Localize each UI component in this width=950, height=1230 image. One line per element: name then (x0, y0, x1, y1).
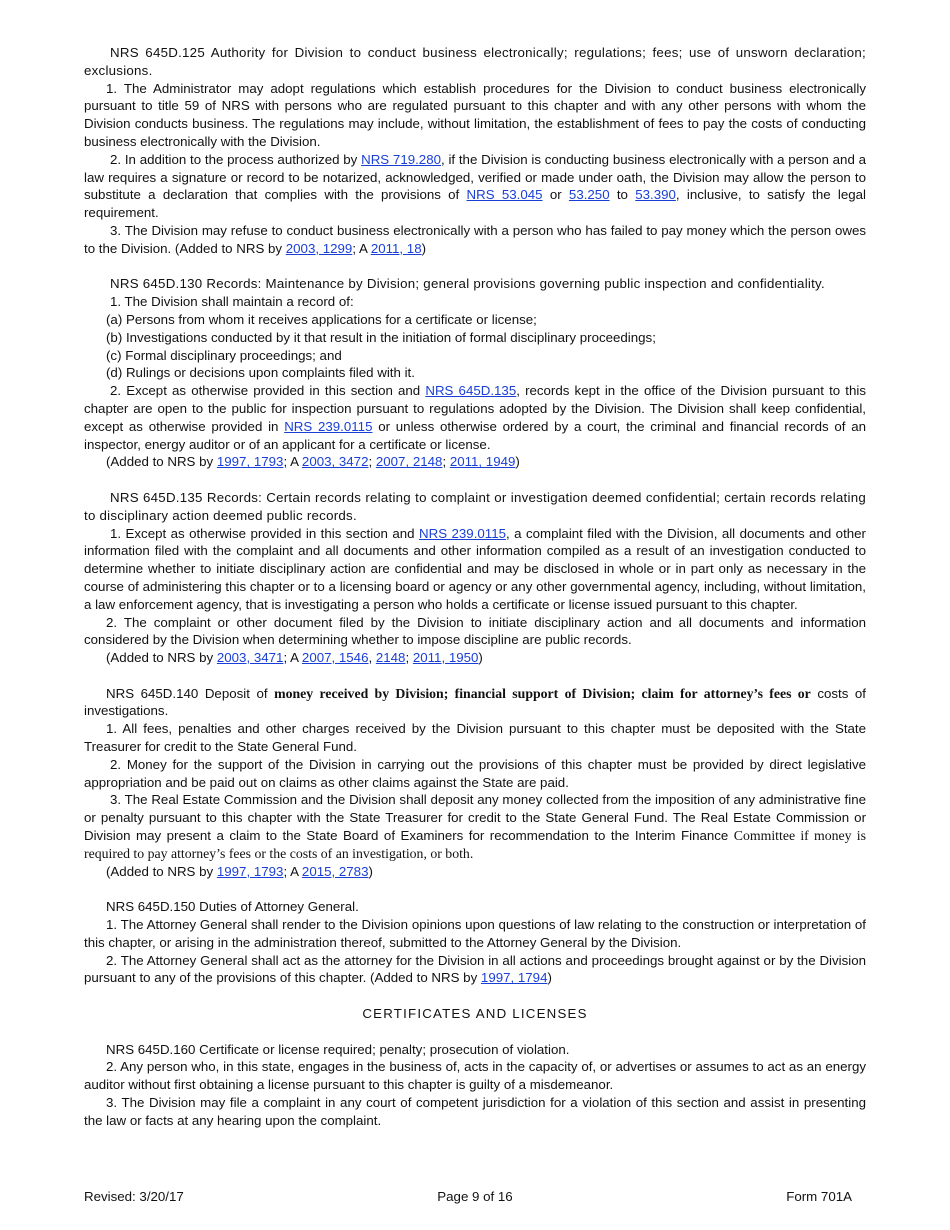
link-53-390[interactable]: 53.390 (635, 187, 676, 203)
link-nrs-239-0115[interactable]: NRS 239.0115 (284, 418, 373, 434)
link-nrs-53-045[interactable]: NRS 53.045 (466, 187, 543, 203)
spacer (84, 258, 866, 276)
link-1997-1793[interactable]: 1997, 1793 (216, 454, 284, 470)
text-run: 2. Except as otherwise provided in this section and (110, 383, 426, 399)
section-title: CERTIFICATES AND LICENSES (362, 1006, 588, 1022)
section-heading-645d135: NRS 645D.135 Records: Certain records relating to complaint or investigation deemed confidential; certain records relating to disciplinary action deemed public records. (84, 489, 866, 523)
list-item: (d) Rulings or decisions upon complaints filed with it. (106, 365, 415, 381)
text-run: ; (368, 454, 376, 470)
spacer (84, 880, 866, 898)
text-run: NRS 645D.140 Deposit of (106, 685, 275, 701)
text-run: (Added to NRS by (106, 454, 217, 470)
text-run: or (542, 187, 569, 203)
list-item: (a) Persons from whom it receives applications for a certificate or license; (106, 311, 537, 327)
text-run: 2. The Attorney General shall act as the attorney for the Division in all actions and proceedings brought against or by the Division pursuant to any of the provisions of this chapter. (Added to NRS by (84, 952, 866, 986)
section-645d125-para-3 (84, 222, 866, 258)
section-645d150-para-2 (84, 952, 866, 988)
link-1997-1793[interactable]: 1997, 1793 (216, 863, 284, 879)
section-645d125-para-2 (84, 151, 866, 222)
text-run: ; (405, 650, 413, 666)
link-2003-3471[interactable]: 2003, 3471 (216, 650, 284, 666)
section-645d125-para-1: 1. The Administrator may adopt regulations which establish procedures for the Division to conduct business electronically pursuant to title 59 of NRS with persons who are regulated pursuant to this chapter and with any other persons with whom the Division conducts business. The regulations may include, without limitation, the establishment of fees to pay the costs of conducting business electronically with the Division. (84, 80, 866, 149)
text-run: costs of investigations. (84, 685, 867, 719)
form-number: Form 701A (786, 1189, 852, 1204)
text-run: ) (421, 240, 427, 256)
document-page (84, 44, 866, 1130)
text-run: 3. The Real Estate Commission and the Division shall deposit any money collected from the imposition of any administrative fine or penalty pursuant to this chapter with the State Treasurer for credit to the State General Fund. The Real Estate Commission or Division may present a claim to the State Board of Examiners for recommendation to the Interim Finance (84, 792, 866, 844)
link-2003-1299[interactable]: 2003, 1299 (285, 240, 353, 256)
link-2011-1949[interactable]: 2011, 1949 (449, 454, 516, 470)
list-item: (c) Formal disciplinary proceedings; and (106, 347, 342, 363)
section-heading-645d160: NRS 645D.160 Certificate or license required; penalty; prosecution of violation. (106, 1041, 570, 1057)
spacer (84, 987, 866, 1005)
section-heading-645d125: NRS 645D.125 Authority for Division to conduct business electronically; regulations; fees; use of unsworn declaration; exclusions. (84, 45, 866, 78)
section-645d140-para-2: 2. Money for the support of the Division in carrying out the provisions of this chapter must be provided by direct legislative appropriation and be paid out on claims as other claims against the State are paid. (84, 756, 866, 790)
text-run: , records kept in the office of the Division pursuant to this chapter are open to the public for inspection pursuant to regulations adopted by the Division. The Division shall keep confidential, except as otherwise provided in (84, 383, 866, 434)
link-2003-3472[interactable]: 2003, 3472 (301, 454, 369, 470)
text-run: , inclusive, to satisfy the legal requirement. (84, 187, 866, 221)
text-run: ) (515, 454, 520, 470)
text-run: , (368, 650, 376, 666)
link-nrs-239-0115[interactable]: NRS 239.0115 (419, 525, 506, 541)
list-item: (b) Investigations conducted by it that result in the initiation of formal disciplinary proceedings; (106, 329, 656, 345)
text-run: 2. In addition to the process authorized by (110, 151, 362, 167)
section-645d135-para-1 (84, 525, 866, 614)
link-2011-18[interactable]: 2011, 18 (370, 240, 422, 256)
revised-date: Revised: 3/20/17 (84, 1189, 184, 1204)
text-run: ; A (352, 240, 371, 256)
text-run: to (609, 187, 636, 203)
section-645d130-para-2 (84, 382, 866, 453)
spacer (84, 667, 866, 685)
text-run: ; A (283, 650, 302, 666)
section-645d135-history (84, 649, 866, 667)
text-run: (Added to NRS by (106, 650, 217, 666)
section-645d160-para-2: 2. Any person who, in this state, engages in the business of, acts in the capacity of, or advertises or assumes to act as an energy auditor without first obtaining a license pursuant to this chapter is guilty of a misdemeanor. (84, 1059, 866, 1093)
link-nrs-645d-135[interactable]: NRS 645D.135 (425, 383, 517, 399)
text-run: 3. The Division may refuse to conduct business electronically with a person who has failed to pay money which the person owes to the Division. (Added to NRS by (84, 222, 866, 256)
text-run: (Added to NRS by (106, 863, 217, 879)
text-run: ) (478, 650, 483, 666)
section-645d150-para-1: 1. The Attorney General shall render to the Division opinions upon questions of law relating to the construction or interpretation of this chapter, or arising in the administration thereof, submitted to the Attorney General by the Division. (84, 917, 866, 950)
link-2148[interactable]: 2148 (375, 650, 406, 666)
link-2007-2148[interactable]: 2007, 2148 (375, 454, 443, 470)
section-645d140-history (84, 863, 866, 881)
link-53-250[interactable]: 53.250 (568, 187, 610, 203)
link-nrs-719-280[interactable]: NRS 719.280 (361, 151, 441, 167)
section-645d140-para-3 (84, 791, 866, 862)
section-heading-645d140 (84, 685, 866, 721)
section-heading-645d130: NRS 645D.130 Records: Maintenance by Division; general provisions governing public inspection and confidentiality. (110, 276, 825, 292)
section-645d140-para-1: 1. All fees, penalties and other charges received by the Division pursuant to this chapter must be deposited with the State Treasurer for credit to the State General Fund. (84, 721, 866, 755)
section-645d160-para-3: 3. The Division may file a complaint in any court of competent jurisdiction for a violation of this section and assist in presenting the law or facts at any hearing upon the complaint. (84, 1095, 866, 1128)
text-run: ; A (283, 454, 302, 470)
section-645d135-para-2: 2. The complaint or other document filed by the Division to initiate disciplinary action and all documents and information considered by the Division when determining whether to impose discipline are public records. (84, 614, 866, 648)
section-645d130-para-1: 1. The Division shall maintain a record of: (110, 294, 354, 310)
page-number: Page 9 of 16 (437, 1189, 513, 1204)
text-run: or unless otherwise ordered by a court, the criminal and financial records of an inspector, energy auditor or of an applicant for a certificate or license. (84, 418, 866, 452)
text-run: , if the Division is conducting business electronically with a person and a law requires a signature or record to be notarized, acknowledged, verified or made under oath, the Division may allow the person to substitute a declaration that complies with the provisions of (84, 151, 866, 203)
text-run: ; A (283, 863, 302, 879)
text-run: ) (547, 970, 552, 986)
section-heading-645d150: NRS 645D.150 Duties of Attorney General. (106, 899, 359, 915)
text-run: 1. Except as otherwise provided in this section and (110, 525, 419, 541)
link-2011-1950[interactable]: 2011, 1950 (412, 650, 479, 666)
section-645d130-history (84, 453, 866, 471)
link-2007-1546[interactable]: 2007, 1546 (301, 650, 369, 666)
text-run: , a complaint filed with the Division, all documents and other information filed with the complaint and all documents and other information compiled as a result of an investigation conducted to determine whether to initiate disciplinary action are confidential and may be disclosed in whole or in part only as necessary in the course of administering this chapter or to a licensing board or agency or any other governmental agency, including, without limitation, a law enforcement agency, that is investigating a person who holds a certificate or license issued pursuant to this chapter. (84, 525, 866, 612)
text-run: Committee if money is required to pay attorney’s fees or the costs of an investigation, or both. (84, 828, 866, 861)
text-run: money received by Division; financial support of Division; claim for attorney’s fees or (274, 685, 811, 701)
spacer (84, 471, 866, 489)
link-1997-1794[interactable]: 1997, 1794 (480, 970, 548, 986)
link-2015-2783[interactable]: 2015, 2783 (301, 863, 369, 879)
text-run: ) (368, 863, 373, 879)
text-run: ; (442, 454, 450, 470)
spacer (84, 1023, 866, 1041)
